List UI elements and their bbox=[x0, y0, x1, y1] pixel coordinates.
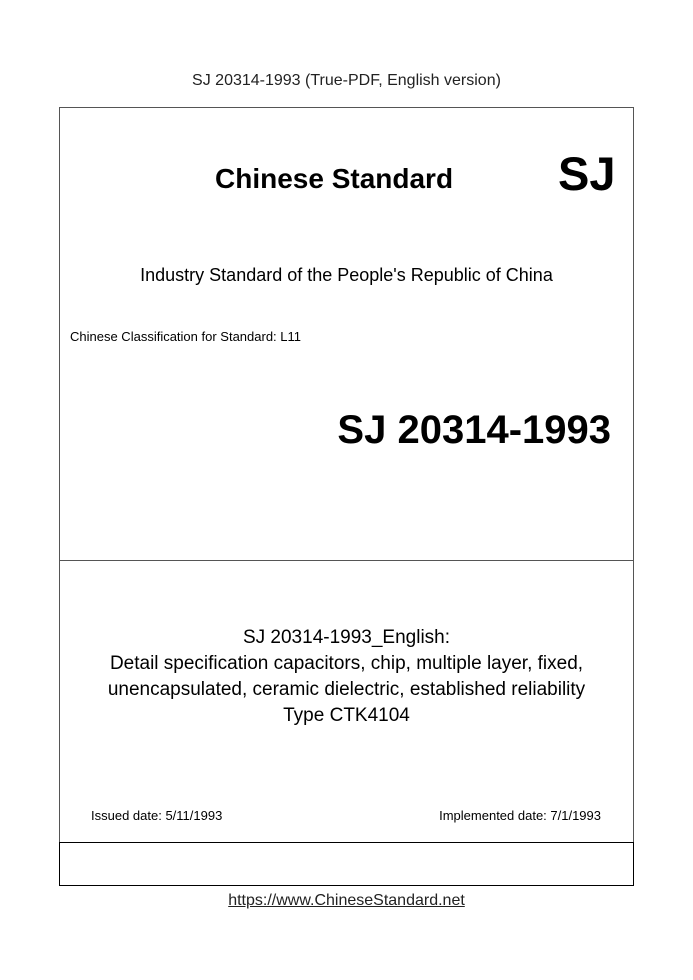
page-header-caption: SJ 20314-1993 (True-PDF, English version) bbox=[192, 72, 501, 89]
document-title-line: Type CTK4104 bbox=[283, 705, 410, 726]
issued-date: Issued date: 5/11/1993 bbox=[91, 808, 223, 823]
standard-title: Chinese Standard bbox=[215, 163, 454, 194]
document-title-line: SJ 20314-1993_English: bbox=[242, 627, 451, 648]
cover-bottom-frame bbox=[59, 842, 634, 886]
document-title-line: Detail specification capacitors, chip, multiple layer, fixed, bbox=[109, 653, 584, 674]
document-title-block bbox=[59, 625, 634, 729]
classification-line: Chinese Classification for Standard: L11 bbox=[70, 329, 301, 344]
document-title-line: unencapsulated, ceramic dielectric, established reliability bbox=[107, 679, 586, 700]
implemented-date: Implemented date: 7/1/1993 bbox=[439, 808, 601, 823]
industry-standard-line: Industry Standard of the People's Republic of China bbox=[140, 265, 553, 285]
standard-code-mark: SJ bbox=[558, 147, 616, 200]
footer-website-link[interactable]: https://www.ChineseStandard.net bbox=[228, 892, 465, 909]
standard-number: SJ 20314-1993 bbox=[337, 408, 611, 452]
